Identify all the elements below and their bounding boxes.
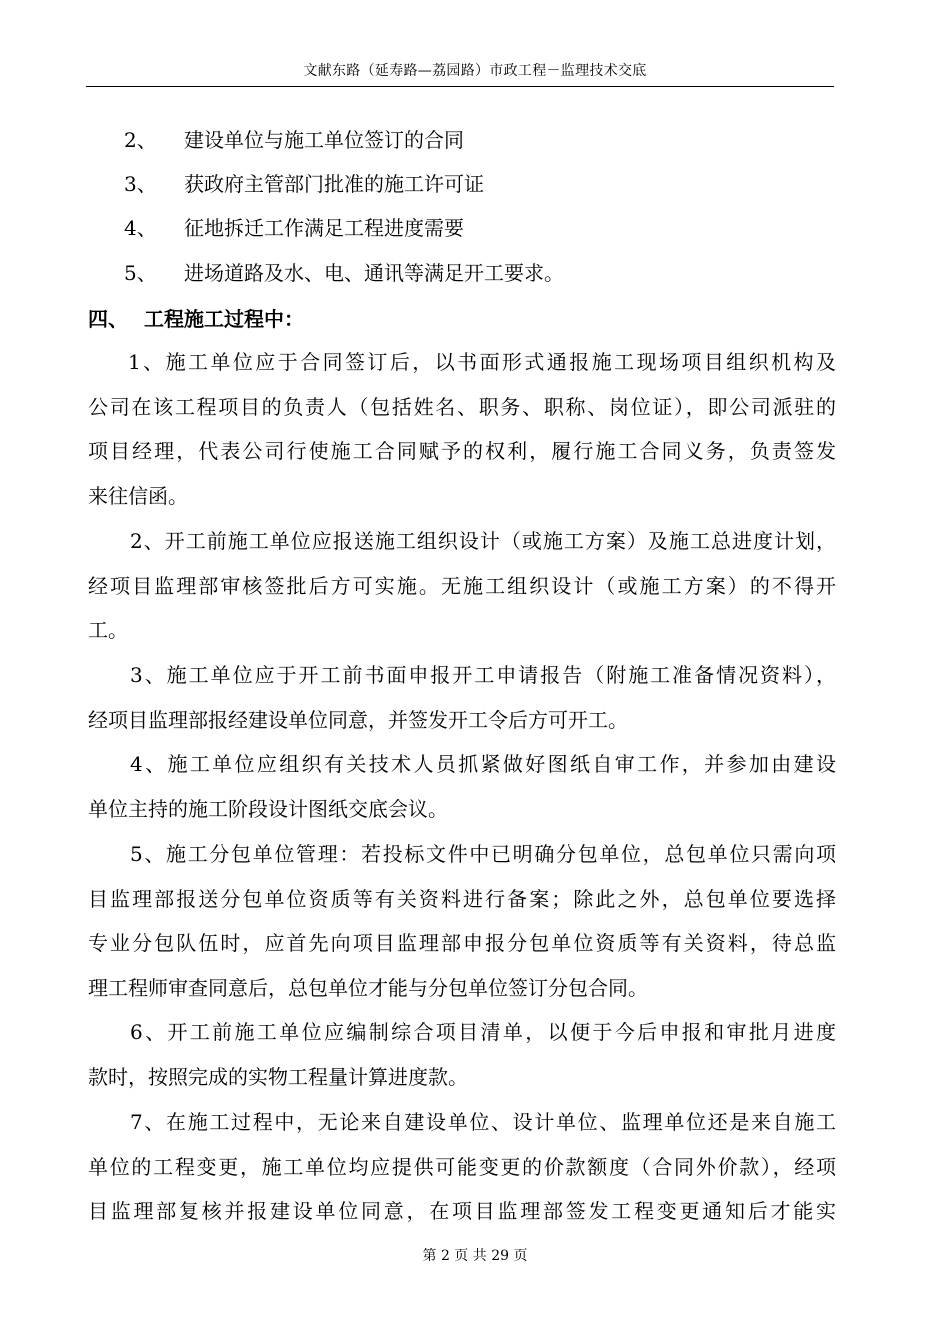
paragraph-line: 款时，按照完成的实物工程量计算进度款。 bbox=[88, 1064, 468, 1089]
paragraph-line: 项目经理，代表公司行使施工合同赋予的权利，履行施工合同义务，负责签发 bbox=[88, 439, 836, 463]
paragraph-line: 公司在该工程项目的负责人（包括姓名、职务、职称、岗位证），即公司派驻的 bbox=[88, 394, 836, 419]
section-heading bbox=[88, 305, 304, 333]
list-item bbox=[124, 126, 464, 154]
paragraph-line: 目监理部复核并报建设单位同意，在项目监理部签发工程变更通知后才能实 bbox=[88, 1199, 836, 1223]
paragraph-line: 4、施工单位应组织有关技术人员抓紧做好图纸自审工作，并参加由建设 bbox=[130, 752, 836, 776]
list-item-text: 征地拆迁工作满足工程进度需要 bbox=[184, 216, 464, 240]
section-title: 工程施工过程中： bbox=[144, 307, 304, 331]
page-header-title: 文献东路（延寿路—荔园路）市政工程－监理技术交底 bbox=[303, 63, 647, 79]
list-item-number: 4、 bbox=[124, 216, 157, 240]
paragraph-4 bbox=[88, 742, 836, 831]
list-item-text: 获政府主管部门批准的施工许可证 bbox=[184, 172, 484, 196]
paragraph-5 bbox=[88, 832, 836, 1010]
list-item bbox=[124, 259, 564, 287]
list-item-text: 进场道路及水、电、通讯等满足开工要求。 bbox=[184, 261, 564, 285]
paragraph-line: 专业分包队伍时，应首先向项目监理部申报分包单位资质等有关资料，待总监 bbox=[88, 931, 836, 955]
paragraph-line: 来往信函。 bbox=[88, 483, 188, 508]
paragraph-2 bbox=[88, 519, 836, 653]
paragraph-line: 3、施工单位应于开工前书面申报开工申请报告（附施工准备情况资料）， bbox=[130, 663, 836, 687]
paragraph-6 bbox=[88, 1010, 836, 1099]
paragraph-line: 理工程师审查同意后，总包单位才能与分包单位签订分包合同。 bbox=[88, 975, 648, 1000]
paragraph-line: 经项目监理部报经建设单位同意，并签发开工令后方可开工。 bbox=[88, 707, 628, 732]
list-item-number: 3、 bbox=[124, 172, 157, 196]
paragraph-line: 6、开工前施工单位应编制综合项目清单，以便于今后申报和审批月进度 bbox=[130, 1020, 836, 1044]
paragraph-line: 单位的工程变更，施工单位均应提供可能变更的价款额度（合同外价款），经项 bbox=[88, 1154, 836, 1179]
paragraph-line: 5、施工分包单位管理：若投标文件中已明确分包单位，总包单位只需向项 bbox=[130, 842, 836, 866]
paragraph-line: 经项目监理部审核签批后方可实施。无施工组织设计（或施工方案）的不得开 bbox=[88, 573, 836, 598]
paragraph-7 bbox=[88, 1100, 836, 1234]
list-item-number: 5、 bbox=[124, 261, 157, 285]
paragraph-line: 2、开工前施工单位应报送施工组织设计（或施工方案）及施工总进度计划， bbox=[130, 529, 836, 553]
paragraph-line: 7、在施工过程中，无论来自建设单位、设计单位、监理单位还是来自施工 bbox=[130, 1110, 836, 1134]
paragraph-1 bbox=[88, 340, 836, 518]
paragraph-line: 工。 bbox=[88, 618, 128, 642]
header-divider bbox=[86, 86, 834, 87]
paragraph-3 bbox=[88, 653, 836, 742]
page-footer: 第 2 页 共 29 页 bbox=[422, 1248, 528, 1264]
paragraph-line: 目监理部报送分包单位资质等有关资料进行备案；除此之外，总包单位要选择 bbox=[88, 886, 836, 911]
list-item bbox=[124, 170, 484, 198]
list-item bbox=[124, 214, 464, 242]
paragraph-line: 1、施工单位应于合同签订后，以书面形式通报施工现场项目组织机构及 bbox=[128, 350, 836, 374]
section-number: 四、 bbox=[88, 307, 128, 331]
list-item-text: 建设单位与施工单位签订的合同 bbox=[184, 128, 464, 152]
list-item-number: 2、 bbox=[124, 128, 157, 152]
paragraph-line: 单位主持的施工阶段设计图纸交底会议。 bbox=[88, 796, 448, 821]
